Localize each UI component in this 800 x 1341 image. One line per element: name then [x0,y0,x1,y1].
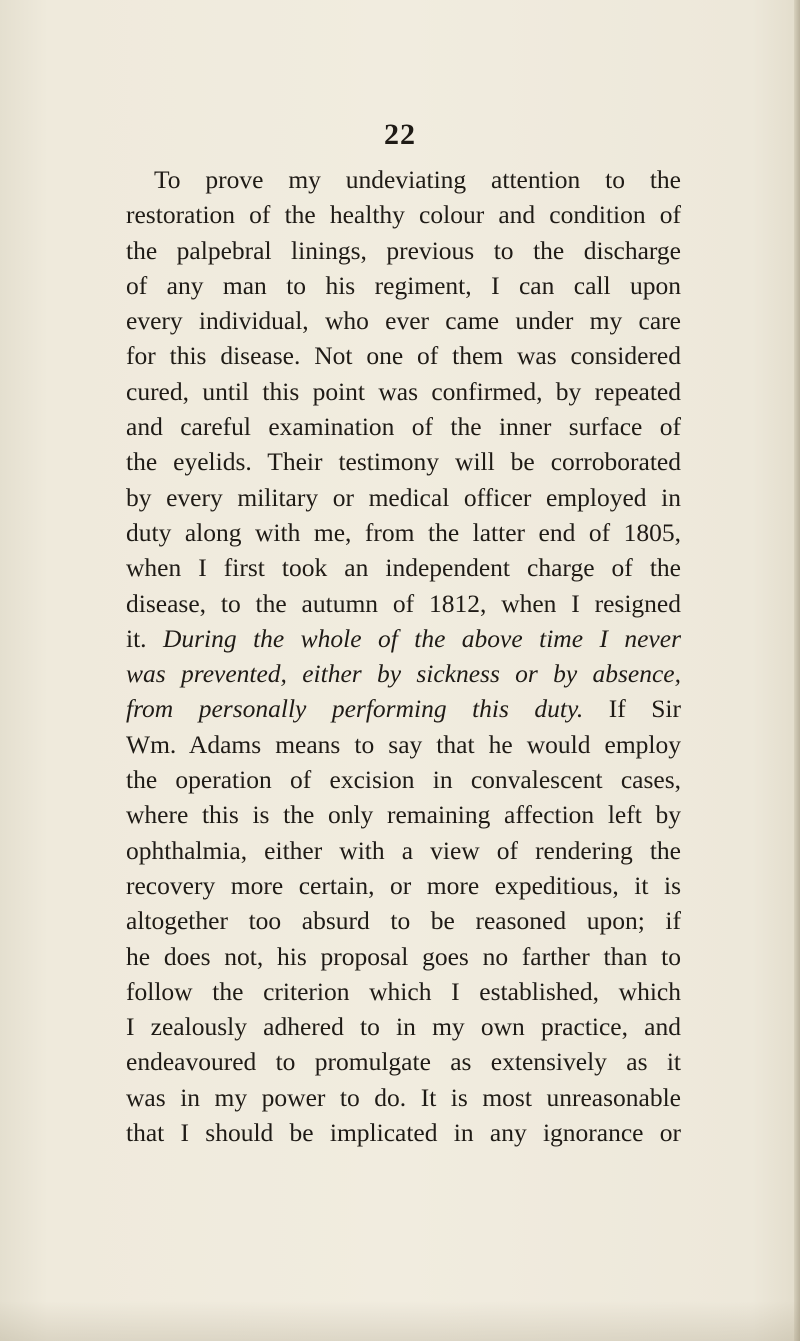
text-line: I zealously adhered to in my own practice, and [126,1012,681,1042]
text-line: disease, to the autumn of 1812, when I resigned [126,588,681,618]
text-line: every individual, who ever came under my care [126,306,681,336]
page-bottom-shading [0,1301,800,1341]
text-line: Wm. Adams means to say that he would employ [126,729,681,759]
text-segment-italic: from personally performing this duty. [126,694,584,724]
text-line: duty along with me, from the latter end of 1805, [126,517,681,547]
text-line: follow the criterion which I established, which [126,976,681,1006]
text-line: the operation of excision in convalescent cases, [126,765,681,795]
page-edge-shadow [794,0,800,1341]
text-line: cured, until this point was confirmed, by repeated [126,376,681,406]
text-line [126,621,681,656]
text-line: restoration of the healthy colour and condition of [126,200,681,230]
text-line [126,691,681,726]
text-line: that I should be implicated in any ignorance or [126,1118,681,1148]
text-line: where this is the only remaining affection left by [126,800,681,830]
text-line: by every military or medical officer employed in [126,482,681,512]
text-line: ophthalmia, either with a view of rendering the [126,835,681,865]
text-line: of any man to his regiment, I can call upon [126,270,681,300]
text-line: the eyelids. Their testimony will be corroborated [126,447,681,477]
page-number: 22 [384,118,416,151]
text-line: the palpebral linings, previous to the discharge [126,235,681,265]
text-line: when I first took an independent charge of the [126,553,681,583]
body-text [126,162,681,1150]
text-segment: it. [126,623,163,653]
text-segment-italic: During the whole of the above time I never [162,623,681,653]
text-segment: If Sir [583,694,681,724]
text-line: endeavoured to promulgate as extensively as it [126,1047,681,1077]
text-line: was in my power to do. It is most unreasonable [126,1082,681,1112]
text-line: altogether too absurd to be reasoned upon; if [126,906,681,936]
text-line: and careful examination of the inner surface of [126,412,681,442]
text-line: for this disease. Not one of them was considered [126,341,681,371]
text-line: recovery more certain, or more expeditious, it is [126,870,681,900]
text-line: was prevented, either by sickness or by absence, [126,659,681,689]
text-line: To prove my undeviating attention to the [154,165,681,194]
text-line: he does not, his proposal goes no farther than to [126,941,681,971]
